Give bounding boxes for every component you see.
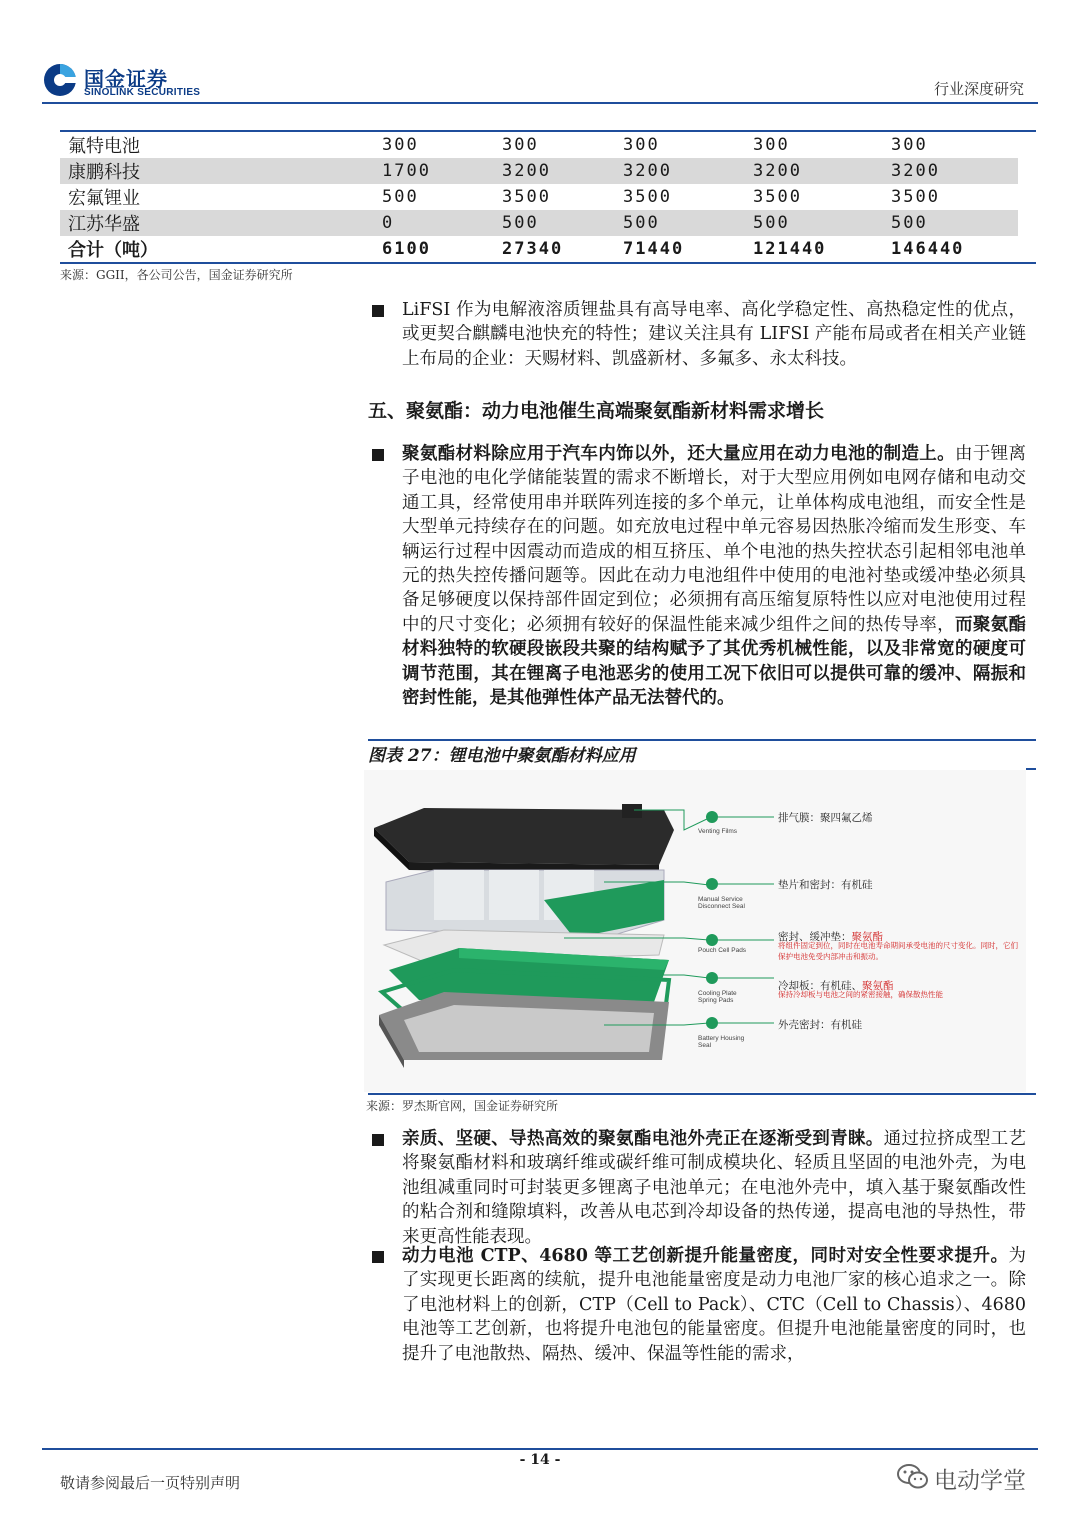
fig-en-label: Manual Service Disconnect Seal (698, 896, 745, 910)
cell: 3200 (891, 161, 940, 181)
pu-lead: 聚氨酯材料除应用于汽车内饰以外，还大量应用在动力电池的制造上。 (402, 444, 955, 464)
table-source: 来源：GGII，各公司公告，国金证券研究所 (60, 268, 293, 282)
battery-pack-figure (364, 770, 1026, 1092)
cell: 3200 (753, 161, 802, 181)
ctp-lead: 动力电池 CTP、4680 等工艺创新提升能量密度，同时对安全性要求提升。 (402, 1246, 1009, 1266)
cell: 3500 (623, 187, 672, 207)
footer-notice: 敬请参阅最后一页特别声明 (60, 1474, 241, 1492)
bullet-icon (372, 1251, 384, 1263)
bullet-icon (372, 1134, 384, 1146)
cell: 300 (382, 135, 419, 155)
cell: 1700 (382, 161, 431, 181)
watermark: 电动学堂 (934, 1468, 1026, 1494)
fig-en-label: Pouch Cell Pads (698, 947, 747, 954)
footer-divider (42, 1448, 1038, 1450)
figure-source: 来源：罗杰斯官网，国金证券研究所 (366, 1099, 559, 1113)
figure-accent-rule (1026, 768, 1036, 770)
header-divider (42, 102, 1038, 104)
row-name: 氟特电池 (68, 136, 140, 157)
cell: 300 (502, 135, 539, 155)
fig-cn-label: 排气膜：聚四氟乙烯 (778, 812, 873, 824)
ctp-paragraph (402, 1244, 1026, 1366)
cell: 71440 (623, 239, 685, 259)
section-title: 五、聚氨酯：动力电池催生高端聚氨酯新材料需求增长 (368, 400, 825, 422)
cell: 3200 (623, 161, 672, 181)
cell: 500 (382, 187, 419, 207)
fig-red-label: 聚氨酯 (862, 980, 894, 992)
fig-cn-label: 垫片和密封：有机硅 (778, 879, 873, 891)
cell: 3500 (891, 187, 940, 207)
cell: 3200 (502, 161, 551, 181)
cell: 500 (753, 213, 790, 233)
cell: 6100 (382, 239, 431, 259)
logo-cn-text: 国金证券 (84, 67, 168, 91)
table-row (60, 210, 1018, 236)
pu-tail: 而聚氨酯材料独特的软硬段嵌段共聚的结构赋予了其优秀机械性能，以及非常宽的硬度可调节范围，其在锂离子电池恶劣的使用工况下依旧可以提供可靠的缓冲、隔振和密封性能，是其他弹性体产品无法替代的。 (402, 614, 1026, 709)
shell-lead: 亲质、坚硬、导热高效的聚氨酯电池外壳正在逐渐受到青睐。 (402, 1129, 884, 1149)
cell: 3500 (753, 187, 802, 207)
figure-title: 图表 27：锂电池中聚氨酯材料应用 (368, 746, 636, 766)
table-row (60, 184, 1018, 210)
cell: 121440 (753, 239, 827, 259)
figure-bottom-rule (368, 1093, 1036, 1095)
ctp-body: 为了实现更长距离的续航，提升电池能量密度是动力电池厂家的核心追求之一。除了电池材料上的创新，CTP（Cell to Pack）、CTC（Cell to Chassis）、4680 电池等工艺创新，也将提升电池包的能量密度。但提升电池能量密度的同时，也提升了电池散热、隔热、缓冲、保温等性能的需求， (402, 1246, 1026, 1364)
fig-cn-label: 冷却板：有机硅、 (778, 980, 862, 992)
fig-note: 将组件固定到位，同时在电池寿命期间承受电池的尺寸变化。同时，它们保护电池免受内部冲击和振动。 (778, 941, 1018, 961)
fig-en-label: Venting Films (698, 828, 738, 835)
fig-en-label: Battery Housing Seal (698, 1035, 745, 1049)
cell: 146440 (891, 239, 965, 259)
cell: 3500 (502, 187, 551, 207)
cell: 500 (891, 213, 928, 233)
pu-body: 由于锂离子电池的电化学储能装置的需求不断增长，对于大型应用例如电网存储和电动交通工具，经常使用串并联阵列连接的多个单元，让单体构成电池组，而安全性是大型单元持续存在的问题。如充放电过程中单元容易因热胀冷缩而发生形变、车辆运行过程中因震动而造成的相互挤压、单个电池的热失控状态引起相邻电池单元的热失控传播问题等。因此在动力电池组件中使用的电池衬垫或缓冲垫必须具备足够硬度以保持部件固定到位；必须拥有高压缩复原特性以应对电池使用过程中的尺寸变化；必须拥有较好的保温性能来减少组件之间的热传导率， (402, 444, 1026, 635)
cell: 0 (382, 213, 395, 233)
fig-note: 保持冷却板与电池之间的紧密接触，确保散热性能 (778, 990, 943, 999)
fig-cn-label: 外壳密封：有机硅 (778, 1019, 862, 1031)
shell-body: 通过拉挤成型工艺将聚氨酯材料和玻璃纤维或碳纤维可制成模块化、轻质且坚固的电池外壳，为电池组减重同时可封装更多锂离子电池单元；在电池外壳中，填入基于聚氨酯改性的粘合剂和缝隙填料，改善从电芯到冷却设备的热传递，提高电池的导热性，带来更高性能表现。 (402, 1129, 1027, 1247)
logo-en-text: SINOLINK SECURITIES (84, 87, 201, 98)
fig-red-label: 聚氨酯 (851, 931, 883, 943)
cell: 300 (623, 135, 660, 155)
bullet-icon (372, 449, 384, 461)
cell: 300 (891, 135, 928, 155)
cell: 300 (753, 135, 790, 155)
cell: 500 (502, 213, 539, 233)
shell-paragraph (402, 1127, 1026, 1249)
report-type: 行业深度研究 (933, 80, 1024, 98)
fig-en-label: Cooling Plate Spring Pads (698, 990, 737, 1004)
table-row (60, 132, 1018, 158)
row-name: 宏氟锂业 (68, 188, 140, 209)
battery-exploded-diagram (364, 770, 1026, 1092)
wechat-icon (896, 1462, 930, 1496)
cell: 27340 (502, 239, 564, 259)
table-total-row (60, 236, 1018, 262)
table-bottom-rule (60, 262, 1036, 264)
logo-icon (42, 62, 78, 98)
row-name: 江苏华盛 (68, 214, 140, 235)
row-name: 合计（吨） (68, 240, 158, 261)
fig-cn-label: 密封、缓冲垫： (778, 931, 852, 943)
pu-paragraph (402, 442, 1026, 710)
row-name: 康鹏科技 (68, 162, 140, 183)
lifsi-paragraph: LiFSI 作为电解液溶质锂盐具有高导电率、高化学稳定性、高热稳定性的优点，或更契合麒麟电池快充的特性；建议关注具有 LIFSI 产能布局或者在相关产业链上布局的企业：天赐材料、凯盛新材、多氟多、永太科技。 (402, 300, 1026, 369)
bullet-icon (372, 305, 384, 317)
page-number: - 14 - (519, 1452, 561, 1468)
table-row (60, 158, 1018, 184)
cell: 500 (623, 213, 660, 233)
